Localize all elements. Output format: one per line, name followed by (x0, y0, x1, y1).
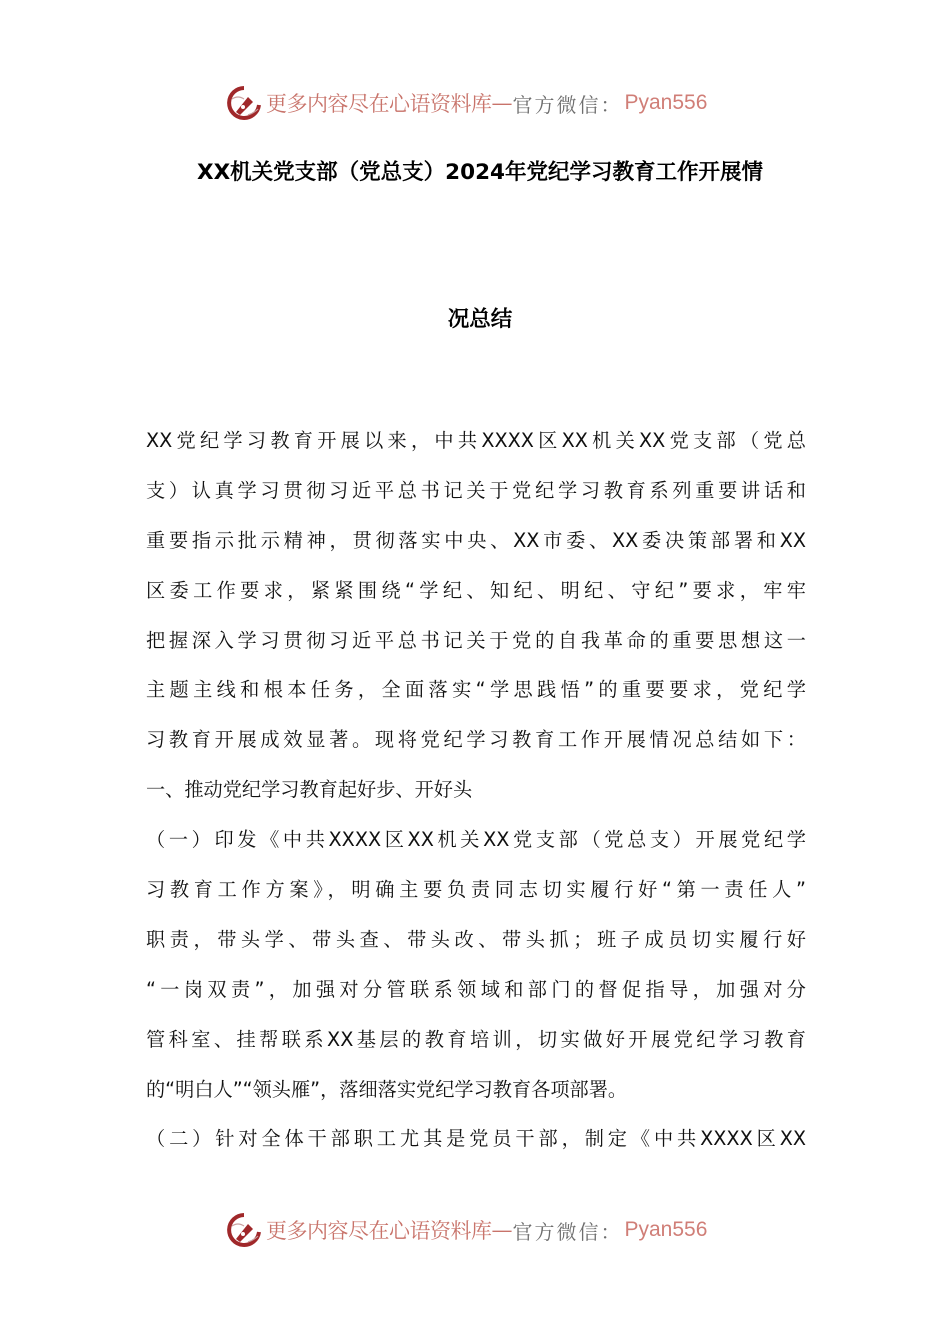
wechat-id: Pyan556 (624, 1218, 708, 1241)
section-heading: 一、推动党纪学习教育起好步、开好头 (146, 778, 473, 802)
body-line: “一岗双责”，加强对分管联系领域和部门的督促指导，加强对分 (146, 977, 806, 1001)
wechat-label: 官方微信： (512, 92, 623, 117)
body-line: 重要指示批示精神，贯彻落实中央、XX市委、XX委决策部署和XX (146, 528, 806, 552)
body-line: 习教育工作方案》，明确主要负责同志切实履行好“第一责任人” (146, 878, 806, 902)
promo-dash: — (491, 1218, 513, 1242)
watermark-banner-bottom (226, 1210, 716, 1250)
promo-text: 更多内容尽在心语资料库 (266, 92, 492, 116)
body-line: 管科室、挂帮联系XX基层的教育培训，切实做好开展党纪学习教育 (146, 1027, 806, 1051)
document-title-line-2: 况总结 (447, 307, 513, 332)
body-line: 职责，带头学、带头查、带头改、带头抓；班子成员切实履行好 (146, 927, 806, 951)
document-title-line-1: XX机关党支部（党总支）2024年党纪学习教育工作开展情 (197, 160, 763, 185)
pen-nib-logo-icon (226, 1212, 262, 1248)
watermark-banner-top (226, 83, 716, 123)
document-body (146, 416, 806, 1164)
body-line: （一）印发《中共XXXX区XX机关XX党支部（党总支）开展党纪学 (146, 828, 806, 852)
body-line: （二）针对全体干部职工尤其是党员干部，制定《中共XXXX区XX (146, 1127, 806, 1151)
body-line: XX党纪学习教育开展以来，中共XXXX区XX机关XX党支部（党总 (146, 429, 806, 452)
body-line: 支）认真学习贯彻习近平总书记关于党纪学习教育系列重要讲话和 (146, 478, 806, 502)
promo-text: 更多内容尽在心语资料库 (266, 1219, 492, 1243)
body-line: 的“明白人”“领头雁”，落细落实党纪学习教育各项部署。 (146, 1077, 628, 1101)
pen-nib-logo-icon (226, 85, 262, 121)
wechat-id: Pyan556 (624, 91, 708, 114)
wechat-label: 官方微信： (512, 1219, 623, 1244)
body-line: 把握深入学习贯彻习近平总书记关于党的自我革命的重要思想这一 (146, 628, 806, 652)
body-line: 区委工作要求，紧紧围绕“学纪、知纪、明纪、守纪”要求，牢牢 (146, 578, 806, 602)
body-line: 习教育开展成效显著。现将党纪学习教育工作开展情况总结如下： (146, 728, 806, 752)
body-line: 主题主线和根本任务，全面落实“学思践悟”的重要要求，党纪学 (146, 678, 806, 702)
promo-dash: — (491, 91, 513, 115)
